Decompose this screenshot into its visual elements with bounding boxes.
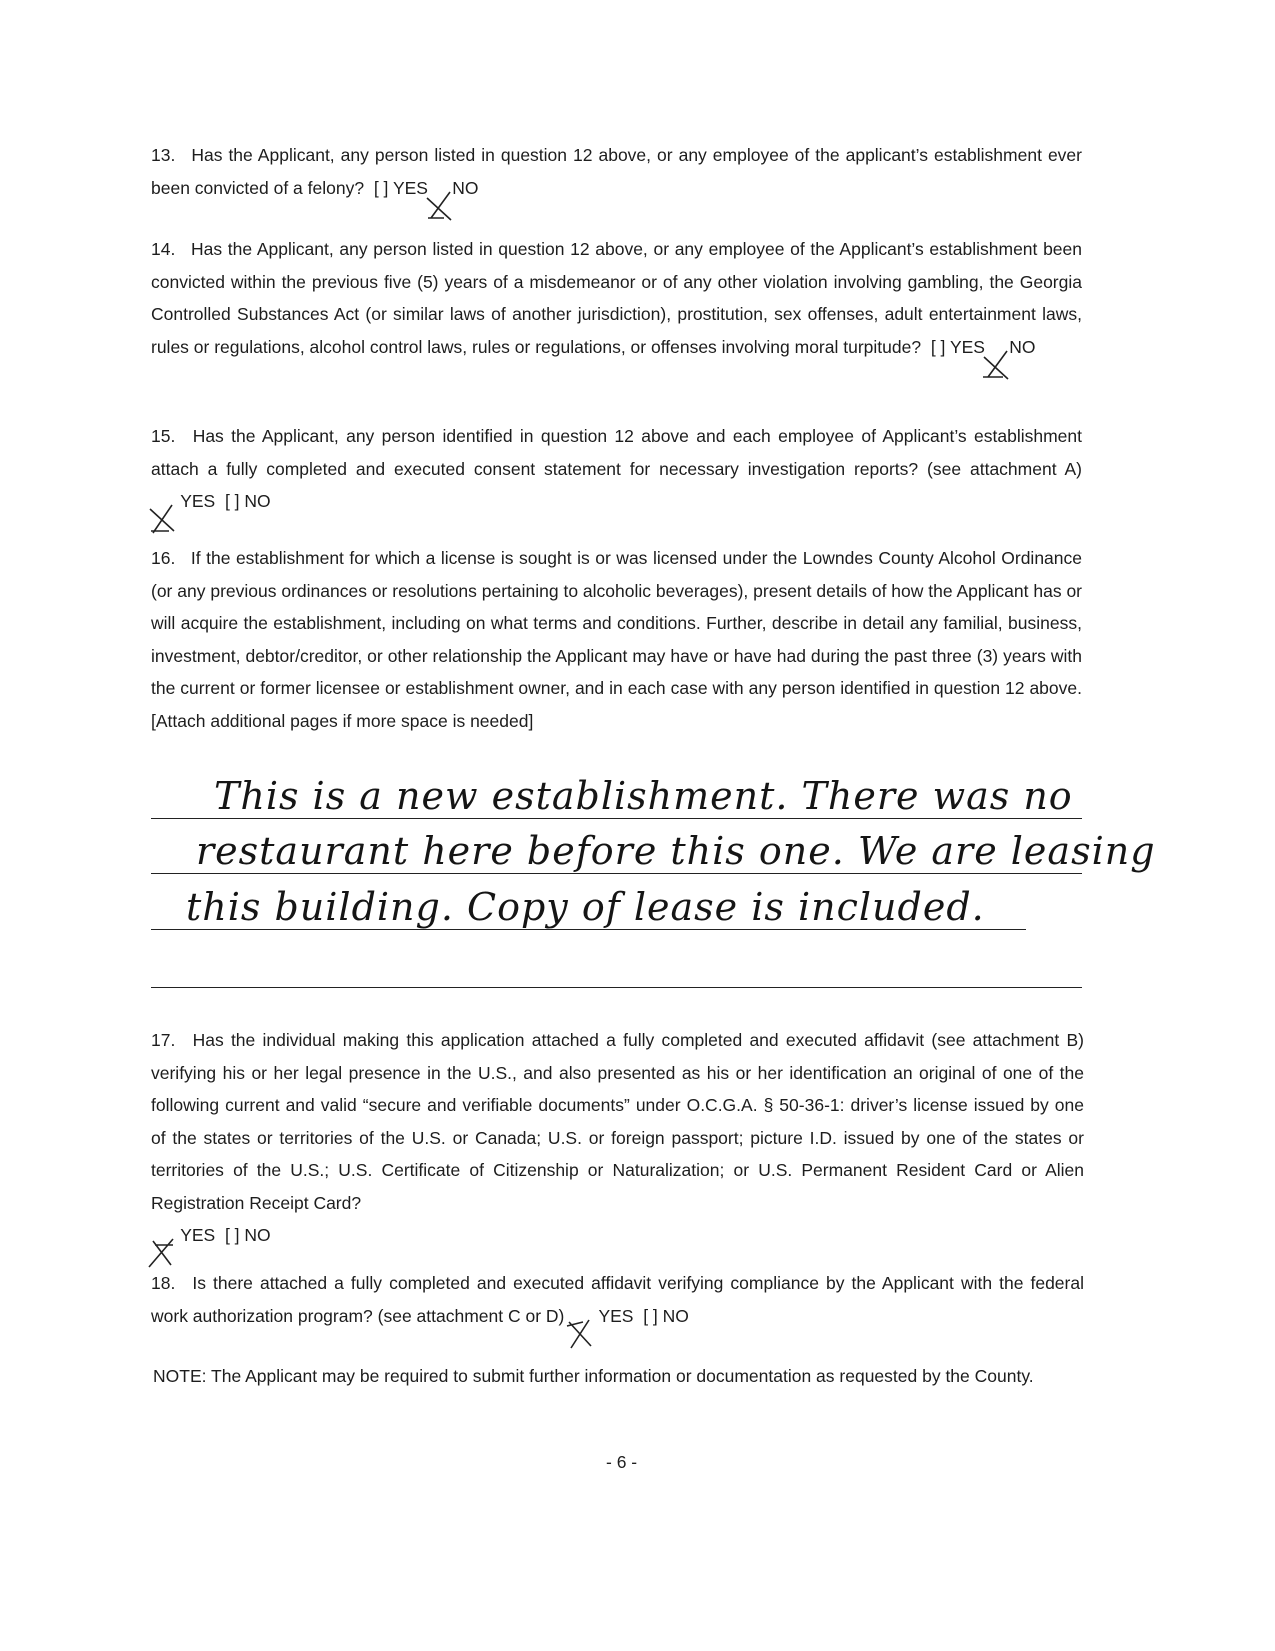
answer-line-1 xyxy=(151,818,1082,819)
option-yes[interactable]: [ ] YES xyxy=(373,177,428,198)
question-text: Has the Applicant, any person listed in question 12 above, or any employee of the Applicant’s establishment been convicted within the previous five (5) years of a misdemeanor or of any other violation involving gambling, the Georgia Controlled Substances Act (or similar laws of another jurisdiction), prostitution, sex offenses, adult entertainment laws, rules or regulations, alcohol control laws, rules or regulations, or offenses involving moral turpitude? xyxy=(151,239,1083,357)
answer-options xyxy=(569,1306,689,1326)
answer-line-4 xyxy=(151,987,1082,988)
option-no[interactable]: [ ] NO xyxy=(643,1305,689,1326)
question-15 xyxy=(151,420,1082,518)
question-text: Has the Applicant, any person listed in question 12 above, or any employee of the applicant’s establishment ever been convicted of a felony? xyxy=(151,145,1082,198)
handwritten-answer-line-1: This is a new establishment. There was no xyxy=(214,774,1073,818)
question-text: If the establishment for which a license is sought is or was licensed under the Lowndes County Alcohol Ordinance (or any previous ordinances or resolutions pertaining to alcoholic beverages), present details of how the Applicant has or will acquire the establishment, including on what terms and conditions. Further, describe in detail any familial, business, investment, debtor/creditor, or other relationship the Applicant may have or have had during the past three (3) years with the current or former licensee or establishment owner, and in each case with any person identified in question 12 above. [Attach additional pages if more space is needed] xyxy=(151,548,1083,731)
note-text: NOTE: The Applicant may be required to submit further information or documentation as requested by the County. xyxy=(153,1366,1034,1386)
question-text: Has the Applicant, any person identified in question 12 above and each employee of Applicant’s establishment attach a fully completed and executed consent statement for necessary investigation reports? (see attachment A) xyxy=(151,426,1082,479)
option-no[interactable]: NO xyxy=(1009,336,1036,357)
question-14 xyxy=(151,233,1082,363)
question-text: Has the individual making this application attached a fully completed and executed affidavit (see attachment B) verifying his or her legal presence in the U.S., and also presented as his or her identification an original of one of the following current and valid “secure and verifiable documents” under O.C.G.A. § 50-36-1: driver’s license issued by one of the states or territories of the U.S. or Canada; U.S. or foreign passport; picture I.D. issued by one of the states or territories of the U.S.; U.S. Certificate of Citizenship or Naturalization; or U.S. Permanent Resident Card or Alien Registration Receipt Card? xyxy=(151,1030,1084,1213)
question-18 xyxy=(151,1267,1084,1332)
option-no[interactable]: [ ] NO xyxy=(224,491,271,511)
answer-line-3 xyxy=(151,929,1026,930)
question-text: Is there attached a fully completed and executed affidavit verifying compliance by the Applicant with the federal work authorization program? (see attachment C or D) xyxy=(151,1273,1084,1326)
question-number: 15. xyxy=(151,426,176,446)
question-number: 17. xyxy=(151,1030,176,1050)
question-number: 16. xyxy=(151,548,176,568)
answer-options xyxy=(151,491,271,511)
question-16 xyxy=(151,542,1082,737)
question-17 xyxy=(151,1024,1084,1252)
question-number: 18. xyxy=(151,1273,176,1293)
handwritten-answer-line-2: restaurant here before this one. We are leasing xyxy=(196,829,1156,873)
option-yes[interactable]: YES xyxy=(598,1305,634,1326)
answer-options xyxy=(369,178,479,198)
answer-options xyxy=(926,337,1036,357)
option-no[interactable]: NO xyxy=(452,177,479,198)
answer-options xyxy=(151,1225,271,1245)
option-yes[interactable]: [ ] YES xyxy=(930,336,985,357)
option-yes[interactable]: YES xyxy=(180,491,216,511)
question-number: 13. xyxy=(151,145,176,165)
question-number: 14. xyxy=(151,239,176,259)
question-13 xyxy=(151,139,1082,204)
page-number: - 6 - xyxy=(606,1452,638,1472)
option-yes[interactable]: YES xyxy=(180,1225,216,1245)
answer-line-2 xyxy=(151,873,1082,874)
option-no[interactable]: [ ] NO xyxy=(224,1225,271,1245)
handwritten-answer-line-3: this building. Copy of lease is included. xyxy=(186,885,985,929)
